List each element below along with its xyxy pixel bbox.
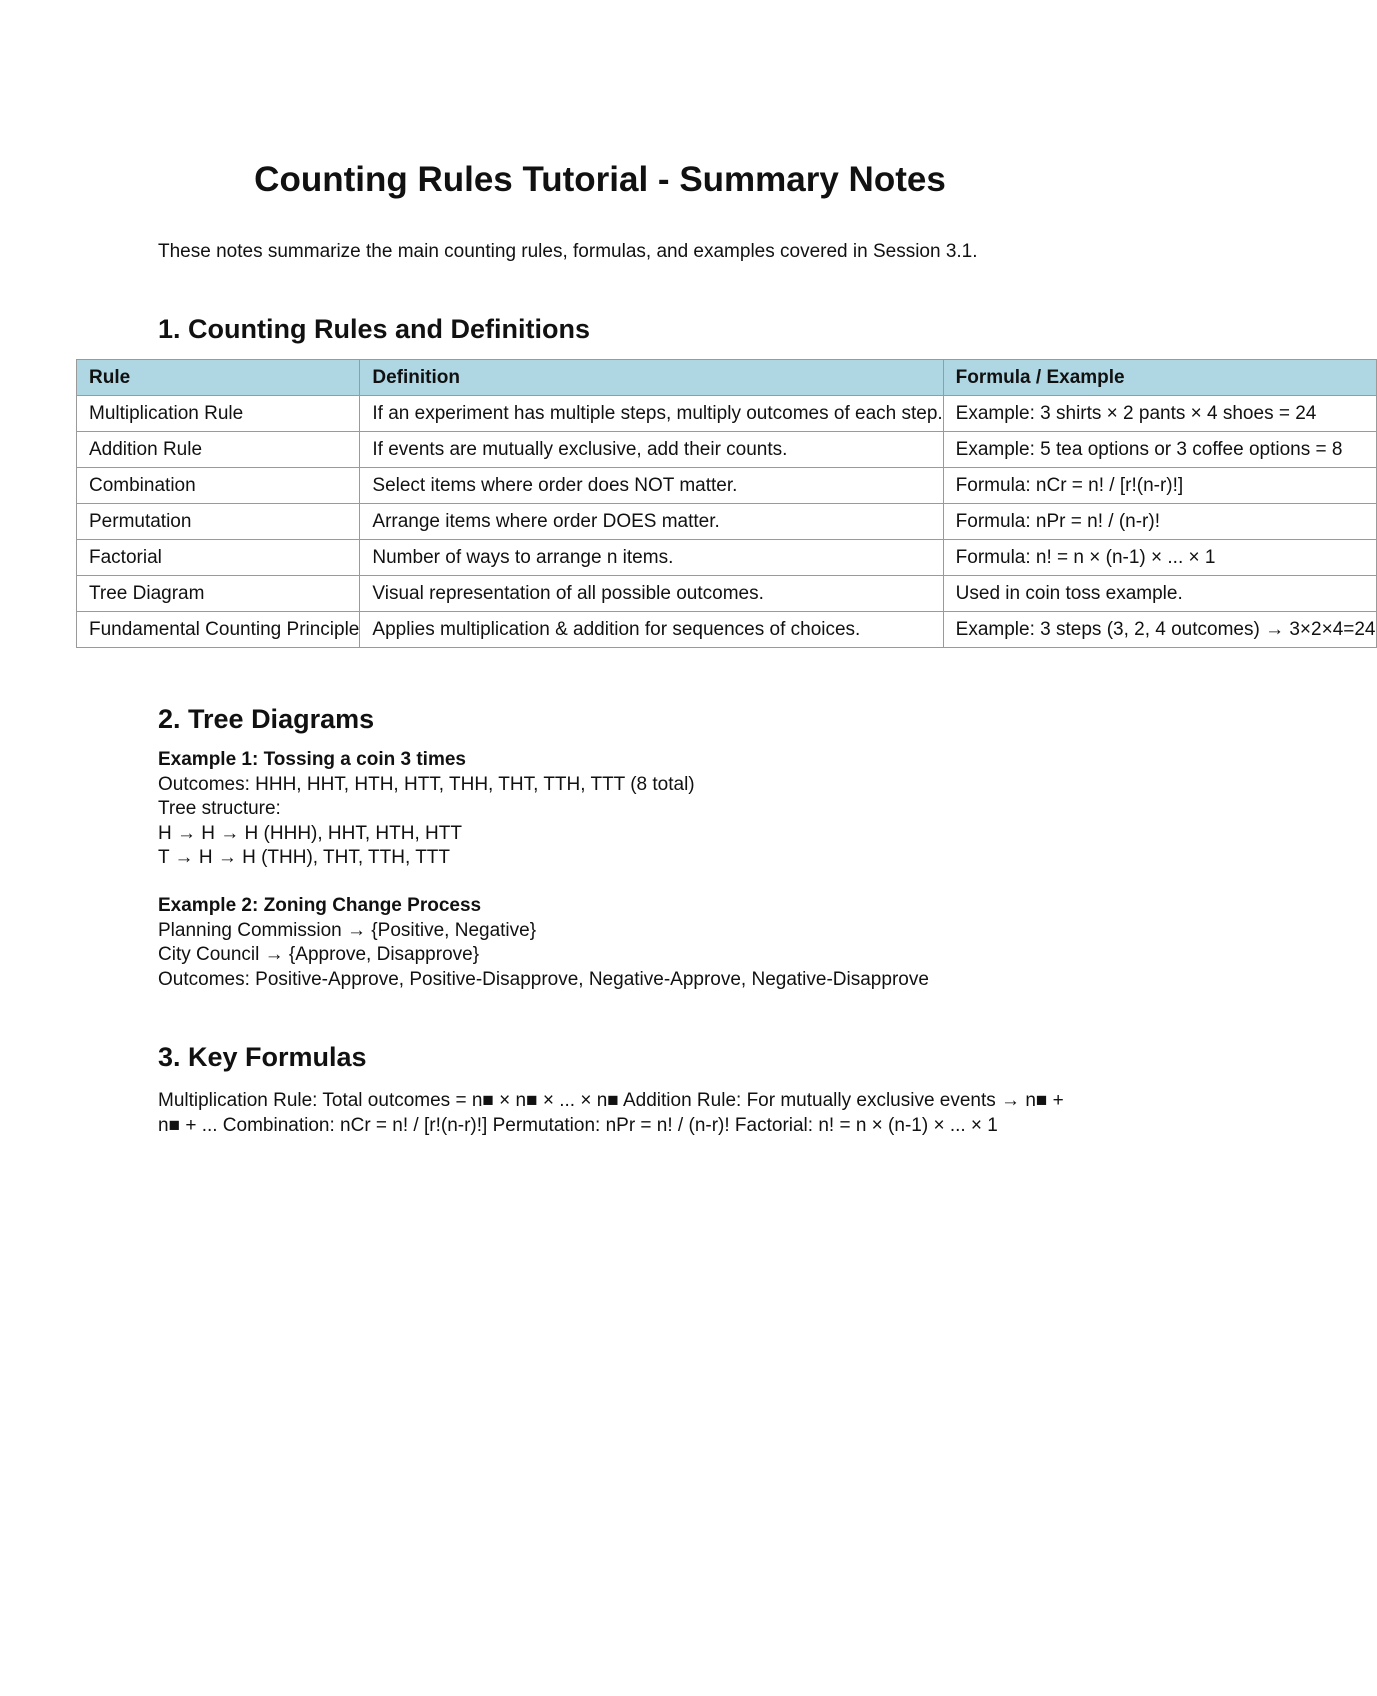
example-coin-toss xyxy=(158,748,695,871)
table-row xyxy=(77,468,1377,504)
definition-cell: Select items where order does NOT matter. xyxy=(360,468,943,504)
formula-cell: Example: 3 steps (3, 2, 4 outcomes) → 3×2×4=24 xyxy=(943,612,1376,648)
page-title: Counting Rules Tutorial - Summary Notes xyxy=(254,160,946,199)
example-line: Outcomes: HHH, HHT, HTH, HTT, THH, THT, TTH, TTT (8 total) xyxy=(158,773,695,795)
table-row xyxy=(77,576,1377,612)
example-line: H → H → H (HHH), HHT, HTH, HTT xyxy=(158,822,462,844)
rule-cell: Permutation xyxy=(77,504,360,540)
formula-cell: Formula: nPr = n! / (n-r)! xyxy=(943,504,1376,540)
example-title: Example 2: Zoning Change Process xyxy=(158,895,482,916)
definition-cell: Arrange items where order DOES matter. xyxy=(360,504,943,540)
formula-cell: Example: 5 tea options or 3 coffee options = 8 xyxy=(943,432,1376,468)
definition-cell: Applies multiplication & addition for sequences of choices. xyxy=(360,612,943,648)
table-header-row xyxy=(77,360,1377,396)
section-heading-counting-rules: 1. Counting Rules and Definitions xyxy=(158,314,590,344)
definition-cell: If an experiment has multiple steps, multiply outcomes of each step. xyxy=(360,396,943,432)
definition-cell: Visual representation of all possible outcomes. xyxy=(360,576,943,612)
column-header-rule: Rule xyxy=(77,360,360,396)
formula-cell: Example: 3 shirts × 2 pants × 4 shoes = 24 xyxy=(943,396,1376,432)
definition-cell: Number of ways to arrange n items. xyxy=(360,540,943,576)
example-line: Tree structure: xyxy=(158,798,281,820)
table-row xyxy=(77,504,1377,540)
table-row xyxy=(77,612,1377,648)
section-heading-key-formulas: 3. Key Formulas xyxy=(158,1042,367,1072)
rule-cell: Combination xyxy=(77,468,360,504)
formula-cell: Formula: n! = n × (n-1) × ... × 1 xyxy=(943,540,1376,576)
definition-cell: If events are mutually exclusive, add their counts. xyxy=(360,432,943,468)
column-header-definition: Definition xyxy=(360,360,943,396)
example-line: City Council → {Approve, Disapprove} xyxy=(158,944,480,966)
rule-cell: Factorial xyxy=(77,540,360,576)
example-zoning-change xyxy=(158,894,929,992)
formula-cell: Formula: nCr = n! / [r!(n-r)!] xyxy=(943,468,1376,504)
example-line: T → H → H (THH), THT, TTH, TTT xyxy=(158,847,451,869)
rule-cell: Addition Rule xyxy=(77,432,360,468)
table-row xyxy=(77,432,1377,468)
formula-cell: Used in coin toss example. xyxy=(943,576,1376,612)
column-header-formula-example: Formula / Example xyxy=(943,360,1376,396)
rule-cell: Multiplication Rule xyxy=(77,396,360,432)
counting-rules-table xyxy=(76,359,1377,648)
table-row xyxy=(77,540,1377,576)
section-heading-tree-diagrams: 2. Tree Diagrams xyxy=(158,704,375,734)
key-formulas-paragraph: Multiplication Rule: Total outcomes = n■ × n■ × ... × n■ Addition Rule: For mutually exclusive events → n■ + n■ + ... Combination: nCr = n! / [r!(n-r)!] Permutation: nPr = n! / (n-r)! Factorial: n! = n × (n-1) × ... × 1 xyxy=(158,1090,1064,1136)
example-line: Outcomes: Positive-Approve, Positive-Disapprove, Negative-Approve, Negative-Disapprove xyxy=(158,968,929,990)
rule-cell: Tree Diagram xyxy=(77,576,360,612)
rule-cell: Fundamental Counting Principle xyxy=(77,612,360,648)
example-line: Planning Commission → {Positive, Negative} xyxy=(158,919,537,941)
table-row xyxy=(77,396,1377,432)
intro-paragraph: These notes summarize the main counting rules, formulas, and examples covered in Session 3.1. xyxy=(158,241,978,262)
example-title: Example 1: Tossing a coin 3 times xyxy=(158,749,466,770)
